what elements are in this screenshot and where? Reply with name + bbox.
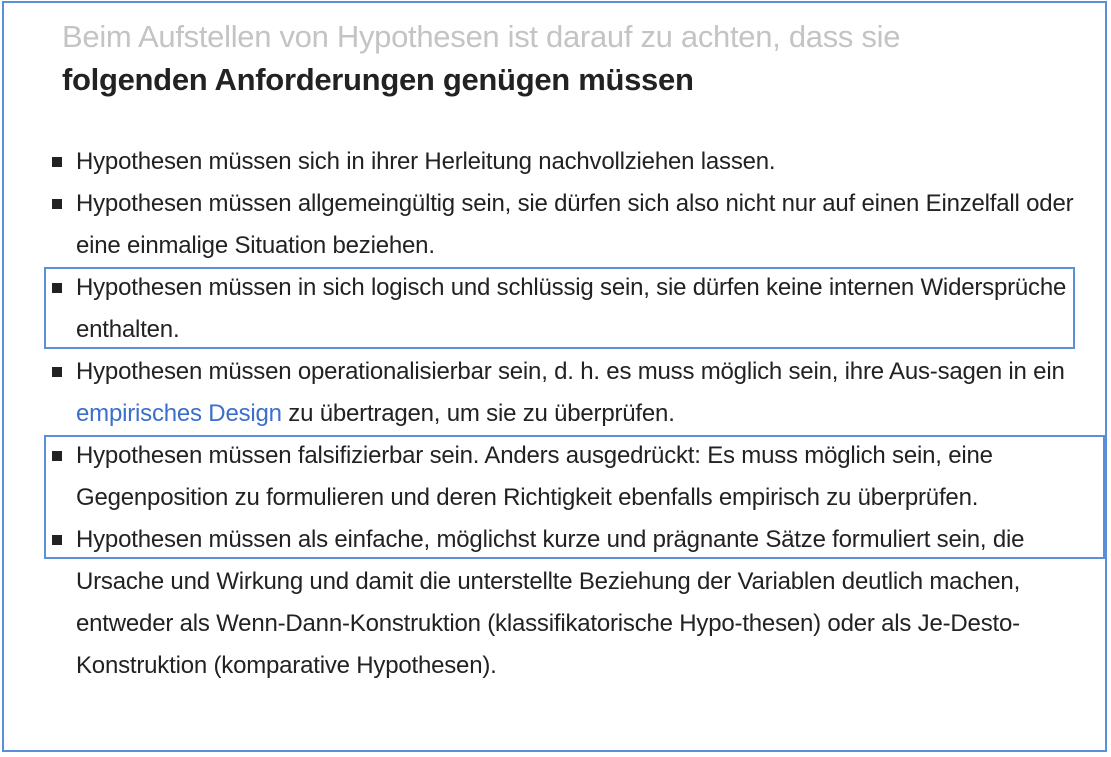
square-bullet-icon bbox=[52, 367, 62, 377]
square-bullet-icon bbox=[52, 157, 62, 167]
list-item-text: Hypothesen müssen in sich logisch und schlüssig sein, sie dürfen keine internen Widersprüche enthalten. bbox=[76, 274, 1067, 343]
list-item-text: Hypothesen müssen allgemeingültig sein, sie dürfen sich also nicht nur auf einen Einzelfall oder eine einmalige Situation beziehen. bbox=[76, 190, 1074, 259]
heading-line-2: folgenden Anforderungen genügen müssen bbox=[62, 62, 694, 97]
list-item bbox=[4, 435, 1109, 519]
list-item-text-after: zu übertragen, um sie zu überprüfen. bbox=[281, 400, 675, 427]
section-heading bbox=[62, 15, 900, 101]
list-item-text: Hypothesen müssen als einfache, möglichst kurze und prägnante Sätze formuliert sein, die Ursache und Wirkung und damit die unterstellte Beziehung der Variablen deutlich machen, entweder als Wenn-Dann-Konstruktion (klassifikatorische Hypo-thesen) oder als Je-Desto-Konstruktion (komparative Hypothesen). bbox=[76, 526, 1025, 679]
list-item-text: Hypothesen müssen falsifizierbar sein. Anders ausgedrückt: Es muss möglich sein, eine Gegenposition zu formulieren und deren Richtigkeit ebenfalls empirisch zu überprüfen. bbox=[76, 442, 993, 511]
square-bullet-icon bbox=[52, 199, 62, 209]
square-bullet-icon bbox=[52, 535, 62, 545]
list-item bbox=[4, 351, 1109, 435]
list-item-text: Hypothesen müssen sich in ihrer Herleitung nachvollziehen lassen. bbox=[76, 148, 776, 175]
square-bullet-icon bbox=[52, 451, 62, 461]
list-item bbox=[4, 183, 1109, 267]
list-item bbox=[4, 267, 1109, 351]
empirisches-design-link[interactable]: empirisches Design bbox=[76, 400, 282, 427]
list-item bbox=[4, 141, 1109, 183]
requirements-list bbox=[4, 141, 1109, 687]
list-item-text-before: Hypothesen müssen operationalisierbar sein, d. h. es muss möglich sein, ihre Aus-sagen in ein bbox=[76, 358, 1065, 385]
content-frame bbox=[2, 1, 1107, 752]
square-bullet-icon bbox=[52, 283, 62, 293]
list-item bbox=[4, 519, 1109, 687]
heading-line-1: Beim Aufstellen von Hypothesen ist darauf zu achten, dass sie bbox=[62, 19, 901, 54]
